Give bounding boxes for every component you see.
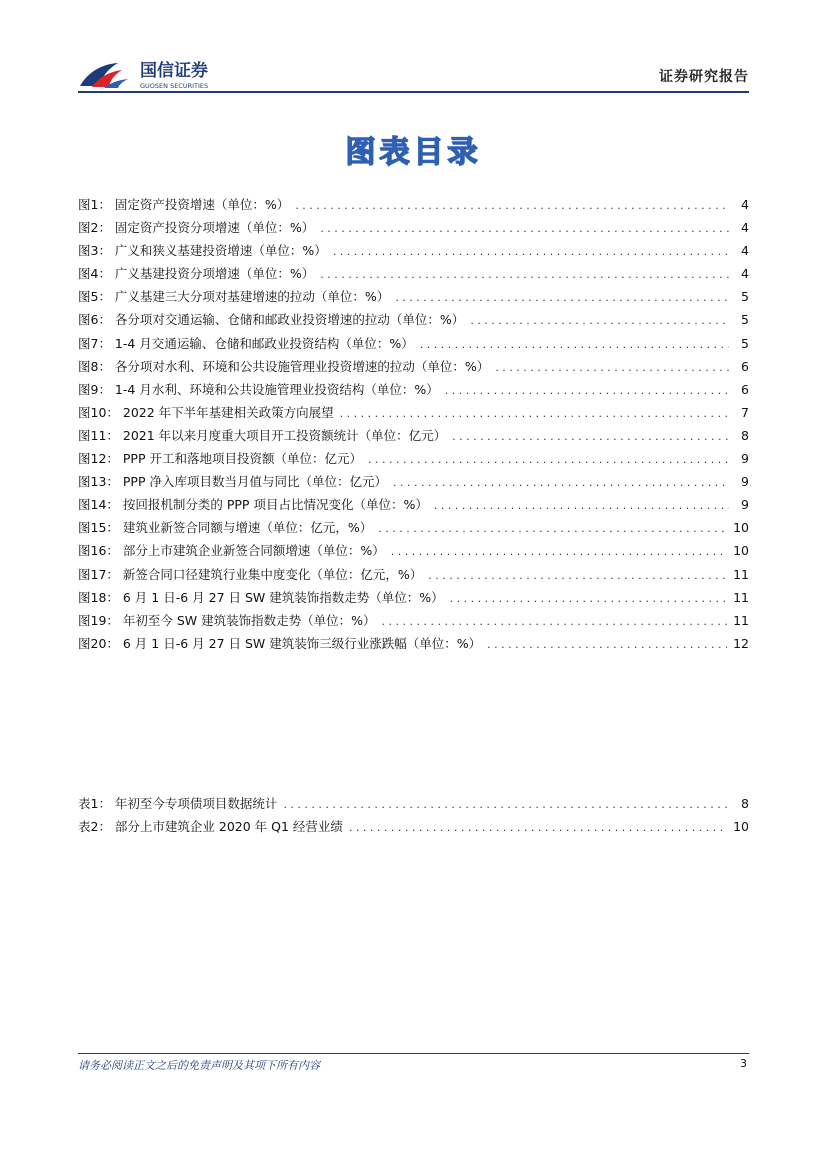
figure-list [78, 193, 749, 655]
toc-figure-entry[interactable] [78, 632, 749, 655]
toc-table-entry[interactable] [78, 792, 749, 815]
toc-entry-label[interactable]: 表2： 部分上市建筑企业 2020 年 Q1 经营业绩 [78, 819, 343, 835]
toc-entry-page[interactable]: 4 [741, 197, 749, 212]
toc-figure-entry[interactable] [78, 424, 749, 447]
toc-figure-entry[interactable] [78, 193, 749, 216]
toc-entry-page[interactable]: 11 [733, 589, 749, 605]
dot-leader [333, 240, 729, 263]
toc-figure-entry[interactable] [78, 332, 749, 355]
toc-entry-label[interactable]: 图2： 固定资产投资分项增速（单位：%） [78, 220, 315, 236]
toc-entry-label[interactable]: 图11： 2021 年以来月度重大项目开工投资额统计（单位：亿元） [78, 427, 447, 443]
toc-entry-label[interactable]: 图3： 广义和狭义基建投资增速（单位：%） [78, 243, 327, 259]
toc-entry-page[interactable]: 4 [741, 243, 749, 259]
toc-entry-page[interactable]: 10 [733, 819, 749, 835]
dot-leader [283, 793, 729, 816]
toc-table-entry[interactable] [78, 815, 749, 838]
logo-subtext: GUOSEN SECURITIES [140, 82, 209, 90]
dot-leader [382, 610, 728, 633]
toc-entry-label[interactable]: 图9： 1-4 月水利、环境和公共设施管理业投资结构（单位：%） [78, 381, 439, 397]
toc-entry-page[interactable]: 10 [733, 520, 749, 536]
toc-entry-label[interactable]: 图20： 6 月 1 日-6 月 27 日 SW 建筑装饰三级行业涨跌幅（单位：%） [78, 635, 482, 651]
toc-entry-page[interactable]: 4 [741, 266, 749, 282]
toc-entry-label[interactable]: 图16： 部分上市建筑企业新签合同额增速（单位：%） [78, 543, 385, 559]
toc-entry-page[interactable]: 4 [741, 220, 749, 236]
toc-entry-label[interactable]: 图10： 2022 年下半年基建相关政策方向展望 [78, 404, 334, 420]
toc-entry-page[interactable]: 12 [733, 635, 749, 651]
guosen-logo [78, 56, 258, 96]
dot-leader [487, 633, 727, 656]
dot-leader [391, 540, 727, 563]
page-number: 3 [740, 1057, 747, 1070]
toc-entry-label[interactable]: 图6： 各分项对交通运输、仓储和邮政业投资增速的拉动（单位：%） [78, 312, 465, 328]
toc-entry-page[interactable]: 11 [733, 566, 749, 582]
dot-leader [320, 263, 729, 286]
toc-entry-label[interactable]: 图4： 广义基建投资分项增速（单位：%） [78, 266, 315, 282]
dot-leader [295, 194, 729, 217]
toc-entry-page[interactable]: 6 [741, 358, 749, 374]
dot-leader [470, 309, 729, 332]
toc-entry-label[interactable]: 图12： PPP 开工和落地项目投资额（单位：亿元） [78, 451, 362, 467]
toc-entry-label[interactable]: 图17： 新签合同口径建筑行业集中度变化（单位：亿元，%） [78, 566, 423, 582]
toc-entry-label[interactable]: 图1： 固定资产投资增速（单位：%） [78, 197, 290, 212]
toc-entry-page[interactable]: 9 [741, 474, 749, 490]
toc-entry-page[interactable]: 9 [741, 451, 749, 467]
footer-divider [78, 1053, 749, 1054]
dot-leader [428, 564, 727, 587]
page-header [0, 0, 827, 100]
toc-figure-entry[interactable] [78, 470, 749, 493]
dot-leader [395, 286, 729, 309]
toc-figure-entry[interactable] [78, 539, 749, 562]
toc-entry-page[interactable]: 5 [741, 312, 749, 328]
dot-leader [340, 402, 729, 425]
toc-entry-label[interactable]: 图19： 年初至今 SW 建筑装饰指数走势（单位：%） [78, 612, 376, 628]
dot-leader [420, 333, 729, 356]
footer-disclaimer: 请务必阅读正文之后的免责声明及其项下所有内容 [78, 1059, 320, 1072]
toc-entry-label[interactable]: 图14： 按回报机制分类的 PPP 项目占比情况变化（单位：%） [78, 497, 428, 513]
dot-leader [349, 816, 727, 839]
toc-figure-entry[interactable] [78, 493, 749, 516]
toc-entry-label[interactable]: 图7： 1-4 月交通运输、仓储和邮政业投资结构（单位：%） [78, 335, 414, 351]
toc-figure-entry[interactable] [78, 216, 749, 239]
dot-leader [495, 356, 729, 379]
toc-entry-page[interactable]: 5 [741, 335, 749, 351]
toc-entry-page[interactable]: 7 [741, 404, 749, 420]
toc-figure-entry[interactable] [78, 586, 749, 609]
dot-leader [445, 379, 729, 402]
dot-leader [452, 425, 729, 448]
toc-figure-entry[interactable] [78, 609, 749, 632]
toc-entry-page[interactable]: 8 [741, 427, 749, 443]
toc-entry-label[interactable]: 表1： 年初至今专项债项目数据统计 [78, 796, 278, 811]
logo-text: 国信证券 [140, 61, 208, 81]
toc-entry-label[interactable]: 图13： PPP 净入库项目数当月值与同比（单位：亿元） [78, 474, 387, 490]
toc-entry-label[interactable]: 图15： 建筑业新签合同额与增速（单位：亿元，%） [78, 520, 373, 536]
header-divider [78, 91, 749, 93]
report-type: 证券研究报告 [659, 69, 749, 85]
toc-entry-label[interactable]: 图5： 广义基建三大分项对基建增速的拉动（单位：%） [78, 289, 390, 305]
toc-entry-page[interactable]: 5 [741, 289, 749, 305]
toc-figure-entry[interactable] [78, 285, 749, 308]
toc-entry-page[interactable]: 10 [733, 543, 749, 559]
guosen-logo-icon [78, 56, 258, 96]
dot-leader [393, 471, 729, 494]
toc-figure-entry[interactable] [78, 563, 749, 586]
toc-figure-entry[interactable] [78, 262, 749, 285]
toc-figure-entry[interactable] [78, 447, 749, 470]
toc-entry-label[interactable]: 图18： 6 月 1 日-6 月 27 日 SW 建筑装饰指数走势（单位：%） [78, 589, 444, 605]
toc-entry-label[interactable]: 图8： 各分项对水利、环境和公共设施管理业投资增速的拉动（单位：%） [78, 358, 490, 374]
toc-figure-entry[interactable] [78, 239, 749, 262]
toc-title: 图表目录 [345, 135, 482, 170]
toc-figure-entry[interactable] [78, 308, 749, 331]
table-list [78, 792, 749, 838]
dot-leader [450, 587, 727, 610]
toc-entry-page[interactable]: 11 [733, 612, 749, 628]
toc-figure-entry[interactable] [78, 378, 749, 401]
dot-leader [378, 517, 727, 540]
dot-leader [368, 448, 729, 471]
toc-entry-page[interactable]: 9 [741, 497, 749, 513]
toc-entry-page[interactable]: 6 [741, 381, 749, 397]
toc-figure-entry[interactable] [78, 516, 749, 539]
dot-leader [434, 494, 729, 517]
toc-figure-entry[interactable] [78, 355, 749, 378]
toc-figure-entry[interactable] [78, 401, 749, 424]
toc-entry-page[interactable]: 8 [741, 796, 749, 811]
dot-leader [320, 217, 729, 240]
